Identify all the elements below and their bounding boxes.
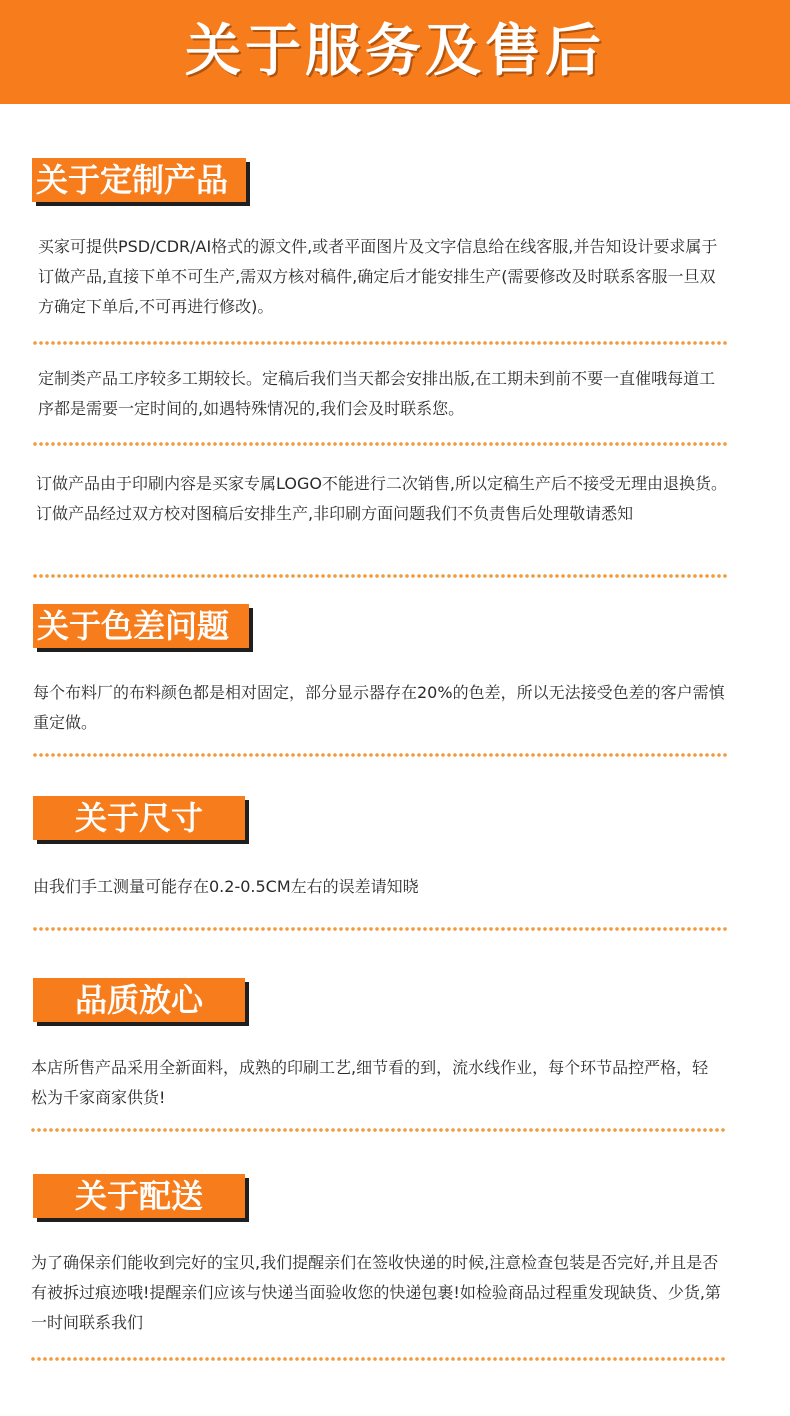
top-banner [0,0,790,104]
paragraph-quality: 本店所售产品采用全新面料，成熟的印刷工艺,细节看的到，流水线作业，每个环节品控严格，轻松为千家商家供货! [31,1058,709,1107]
divider [32,573,728,579]
section-heading-quality: 品质放心 [33,978,245,1022]
divider [32,441,728,447]
section-heading-size: 关于尺寸 [33,796,245,840]
banner-title: 关于服务及售后 [185,19,605,84]
divider [30,1356,726,1362]
paragraph-size: 由我们手工测量可能存在0.2-0.5CM左右的误差请知晓 [33,877,419,896]
divider [30,1127,726,1133]
divider [32,752,728,758]
section-heading-delivery: 关于配送 [33,1174,245,1218]
paragraph-delivery: 为了确保亲们能收到完好的宝贝,我们提醒亲们在签收快递的时候,注意检查包装是否完好,并且是否有被拆过痕迹哦!提醒亲们应该与快递当面验收您的快递包裹!如检验商品过程重发现缺货、少货,第一时间联系我们 [31,1253,721,1332]
section-heading-color-difference: 关于色差问题 [33,604,249,648]
paragraph-color-difference: 每个布料厂的布料颜色都是相对固定，部分显示器存在20%的色差，所以无法接受色差的客户需慎重定做。 [33,683,725,732]
paragraph-custom-1: 买家可提供PSD/CDR/AI格式的源文件,或者平面图片及文字信息给在线客服,并告知设计要求属于订做产品,直接下单不可生产,需双方核对稿件,确定后才能安排生产(需要修改及时联系客服一旦双方确定下单后,不可再进行修改)。 [38,237,718,316]
paragraph-custom-2: 定制类产品工序较多工期较长。定稿后我们当天都会安排出版,在工期未到前不要一直催哦每道工序都是需要一定时间的,如遇特殊情况的,我们会及时联系您。 [38,369,716,418]
paragraph-custom-3: 订做产品由于印刷内容是买家专属LOGO不能进行二次销售,所以定稿生产后不接受无理由退换货。订做产品经过双方校对图稿后安排生产,非印刷方面问题我们不负责售后处理敬请悉知 [36,474,728,523]
section-heading-custom: 关于定制产品 [32,158,246,202]
divider [32,926,728,932]
divider [32,340,728,346]
